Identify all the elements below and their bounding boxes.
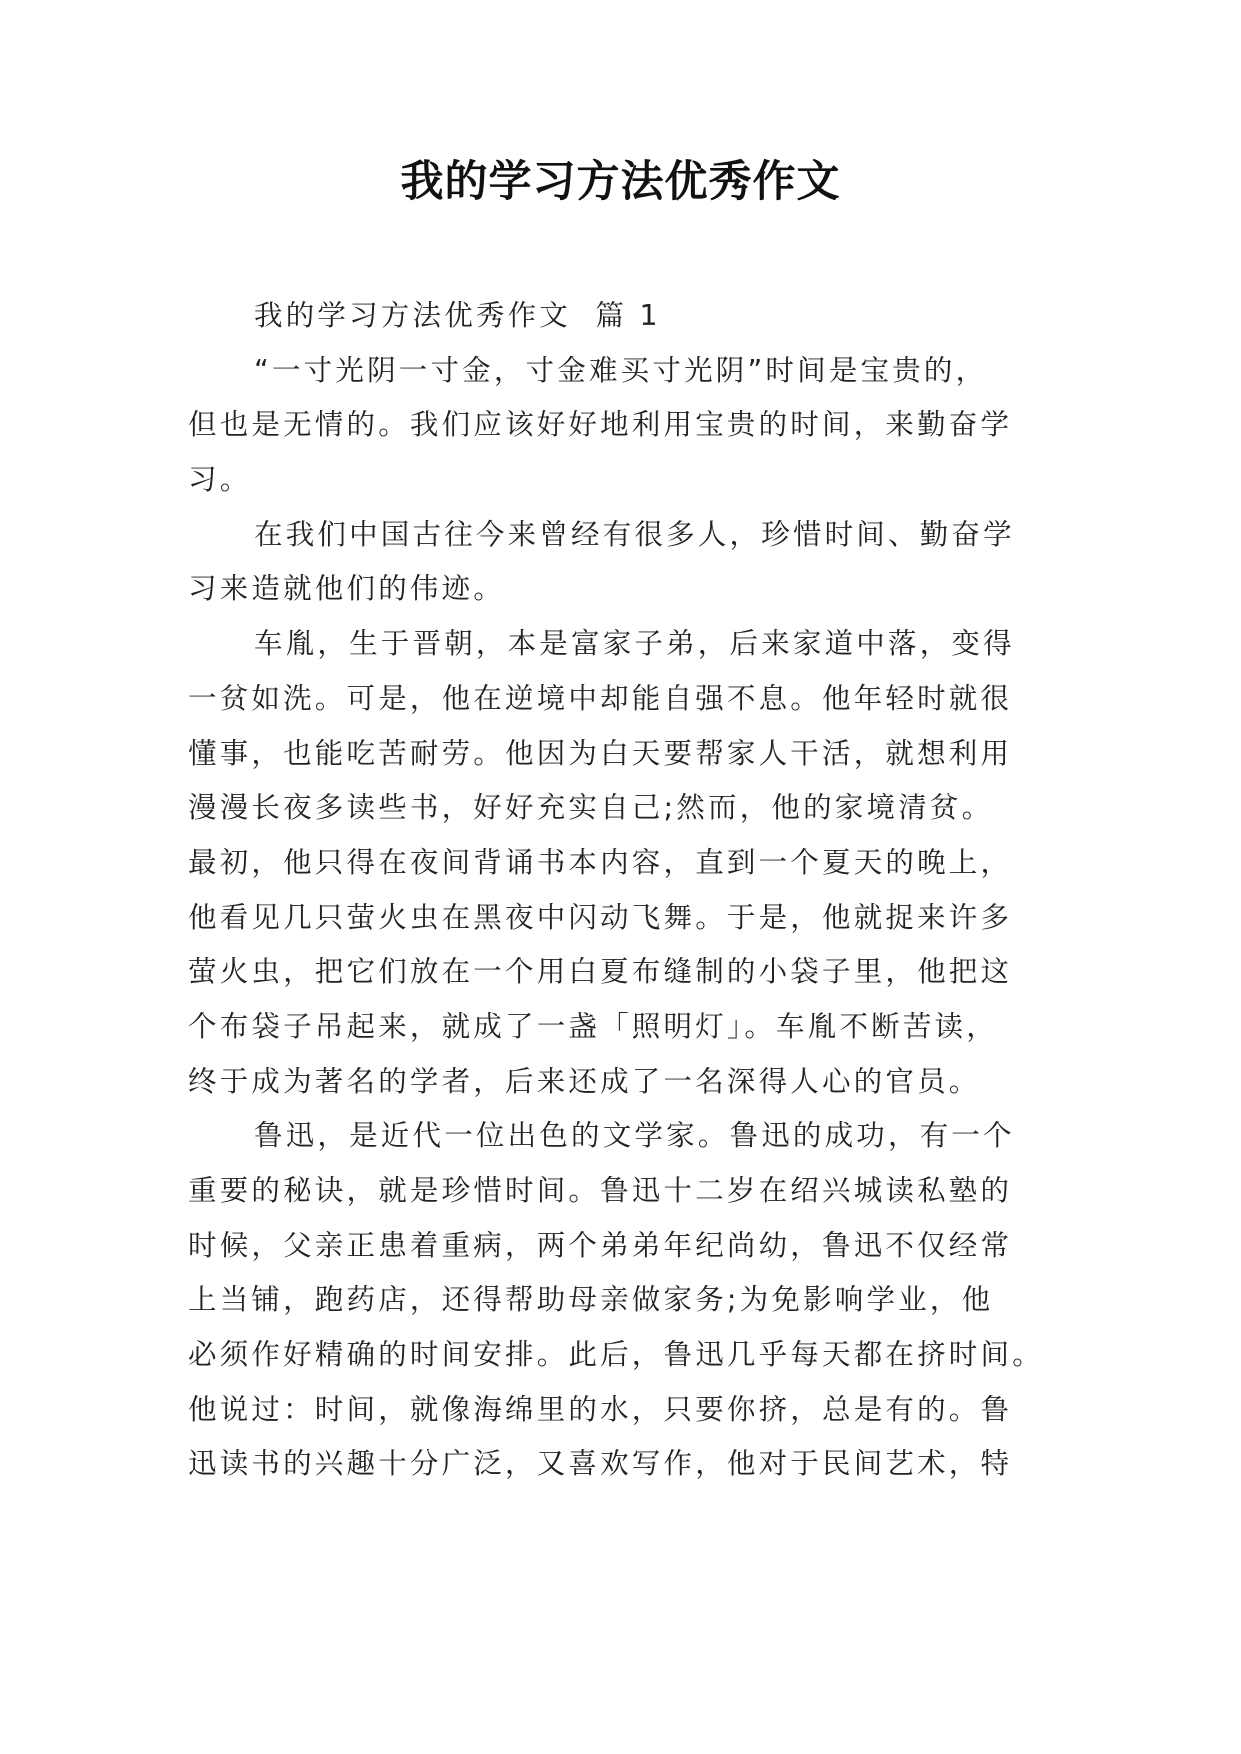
text-line: 终于成为著名的学者，后来还成了一名深得人心的官员。 [188,1064,981,1098]
text-line: 时候，父亲正患着重病，两个弟弟年纪尚幼，鲁迅不仅经常 [188,1228,1013,1262]
text-line: 习。 [188,463,252,497]
text-line: “一寸光阴一寸金，寸金难买寸光阴”时间是宝贵的， [254,353,988,387]
text-line: 上当铺，跑药店，还得帮助母亲做家务;为免影响学业，他 [188,1283,994,1317]
text-line: 漫漫长夜多读些书，好好充实自己;然而，他的家境清贫。 [188,791,994,825]
text-line: 鲁迅，是近代一位出色的文学家。鲁迅的成功，有一个 [254,1119,1015,1153]
text-line: 一贫如洗。可是，他在逆境中却能自强不息。他年轻时就很 [188,681,1013,715]
text-line: 个布袋子吊起来，就成了一盏「照明灯」。车胤不断苦读， [188,1009,998,1043]
text-line: 车胤，生于晋朝，本是富家子弟，后来家道中落，变得 [254,627,1015,661]
text-line: 习来造就他们的伟迹。 [188,572,506,606]
text-line: 重要的秘诀，就是珍惜时间。鲁迅十二岁在绍兴城读私塾的 [188,1174,1013,1207]
text-line: 他看见几只萤火虫在黑夜中闪动飞舞。于是，他就捉来许多 [188,900,1013,934]
document-body [188,289,1056,1492]
text-line: 萤火虫，把它们放在一个用白夏布缝制的小袋子里，他把这 [188,955,1013,989]
document-title: 我的学习方法优秀作文 [400,157,841,207]
text-line: 但也是无情的。我们应该好好地利用宝贵的时间，来勤奋学 [188,408,1013,442]
text-line: 迅读书的兴趣十分广泛，又喜欢写作，他对于民间艺术，特 [188,1447,1013,1481]
text-line: 必须作好精确的时间安排。此后，鲁迅几乎每天都在挤时间。 [188,1338,1044,1372]
text-line: 他说过：时间，就像海绵里的水，只要你挤，总是有的。鲁 [188,1392,1013,1426]
text-line: 懂事，也能吃苦耐劳。他因为白天要帮家人干活，就想利用 [188,736,1013,770]
text-line: 在我们中国古往今来曾经有很多人，珍惜时间、勤奋学 [254,517,1015,551]
text-line: 最初，他只得在夜间背诵书本内容，直到一个夏天的晚上， [188,845,1013,879]
text-line: 我的学习方法优秀作文 篇 1 [254,299,661,332]
